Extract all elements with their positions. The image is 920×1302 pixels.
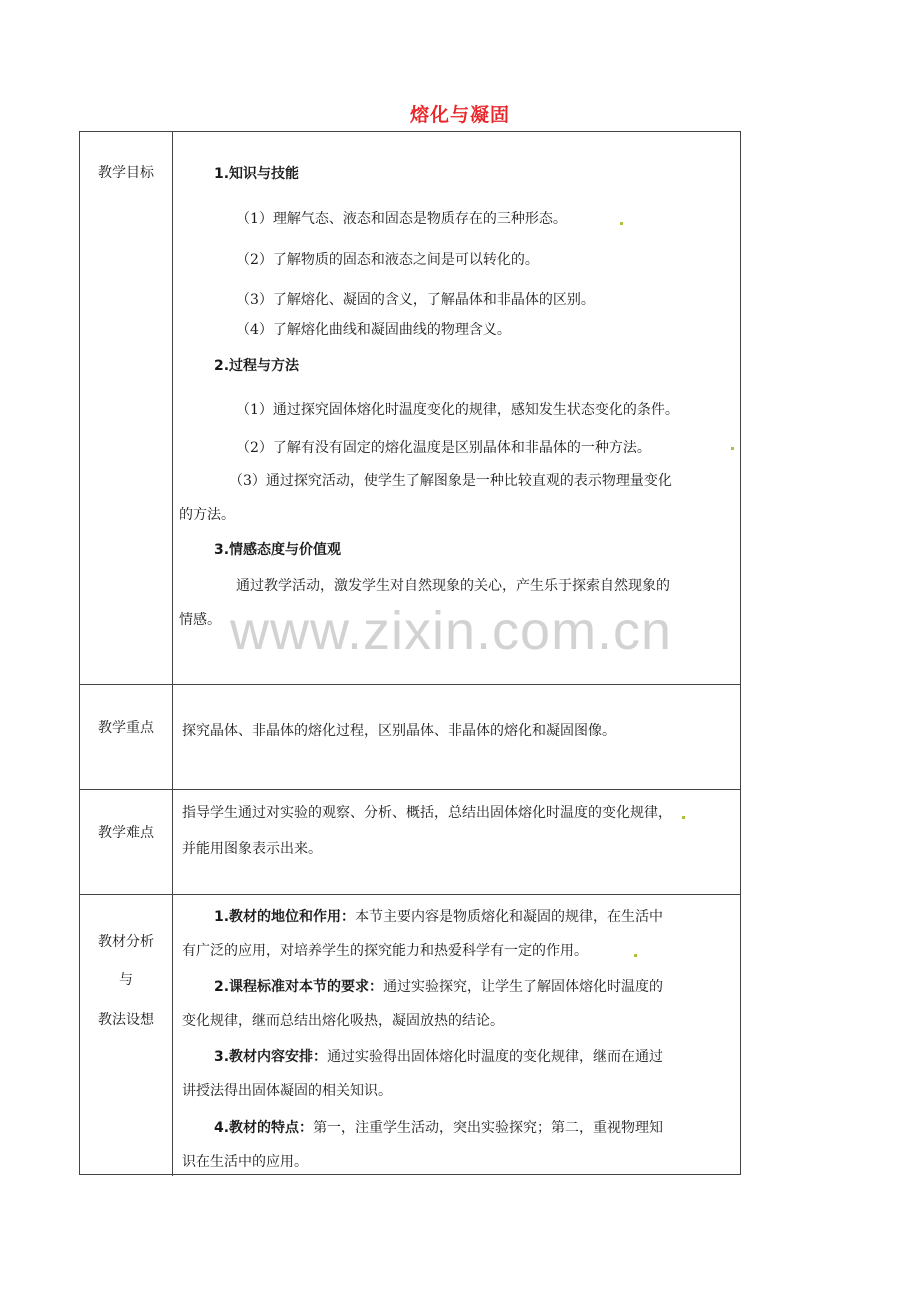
watermark-logo: www.zixin.com.cn (230, 601, 673, 661)
analysis-item-1 (214, 906, 663, 926)
process-item-1: （1）通过探究固体熔化时温度变化的规律，感知发生状态变化的条件。 (236, 402, 679, 418)
analysis-item-4 (214, 1117, 663, 1137)
marker-dot (682, 816, 685, 819)
analysis-item-2-cont: 变化规律，继而总结出熔化吸热，凝固放热的结论。 (182, 1013, 504, 1029)
column-divider (172, 895, 173, 1176)
column-divider (172, 790, 173, 894)
row-teaching-difficulty (80, 789, 740, 894)
knowledge-item-2: （2）了解物质的固态和液态之间是可以转化的。 (236, 252, 539, 268)
analysis-item-4-cont: 识在生活中的应用。 (182, 1154, 308, 1170)
analysis-item-3-text: 通过实验得出固体熔化时温度的变化规律，继而在通过 (327, 1049, 664, 1065)
knowledge-item-4: （4）了解熔化曲线和凝固曲线的物理含义。 (236, 322, 511, 338)
row-label-analysis-1: 教材分析 (98, 934, 154, 950)
column-divider (172, 685, 173, 789)
emotion-item-line1: 通过教学活动，激发学生对自然现象的关心，产生乐于探索自然现象的 (236, 578, 670, 594)
marker-dot (620, 222, 623, 225)
marker-dot (634, 954, 637, 957)
page-title: 熔化与凝固 (409, 104, 510, 126)
heading-process-method: 2.过程与方法 (214, 358, 300, 374)
row-label-goals: 教学目标 (98, 165, 154, 181)
analysis-item-2-title: 2.课程标准对本节的要求： (214, 979, 384, 995)
analysis-item-2-text: 通过实验探究，让学生了解固体熔化时温度的 (383, 979, 664, 995)
analysis-item-4-text: 第一，注重学生活动，突出实验探究；第二，重视物理知 (313, 1120, 664, 1136)
row-material-analysis (80, 894, 740, 1176)
analysis-item-2 (214, 976, 663, 996)
analysis-item-3-cont: 讲授法得出固体凝固的相关知识。 (182, 1083, 392, 1099)
row-label-focus: 教学重点 (98, 720, 154, 736)
emotion-item-line2: 情感。 (179, 612, 221, 628)
process-item-2: （2）了解有没有固定的熔化温度是区别晶体和非晶体的一种方法。 (236, 440, 651, 456)
row-label-analysis-2: 与 (119, 972, 133, 988)
marker-dot (731, 447, 734, 450)
analysis-item-4-title: 4.教材的特点： (214, 1120, 314, 1136)
analysis-item-1-title: 1.教材的地位和作用： (214, 909, 356, 925)
row-teaching-focus (80, 684, 740, 789)
knowledge-item-3: （3）了解熔化、凝固的含义，了解晶体和非晶体的区别。 (236, 292, 595, 308)
difficulty-line-2: 并能用图象表示出来。 (182, 841, 322, 857)
heading-emotion-values: 3.情感态度与价值观 (214, 542, 342, 558)
row-label-analysis-3: 教法设想 (98, 1012, 154, 1028)
focus-text: 探究晶体、非晶体的熔化过程，区别晶体、非晶体的熔化和凝固图像。 (182, 723, 616, 739)
analysis-item-3 (214, 1046, 663, 1066)
difficulty-line-1: 指导学生通过对实验的观察、分析、概括，总结出固体熔化时温度的变化规律， (182, 805, 672, 821)
process-item-3-line1: （3）通过探究活动，使学生了解图象是一种比较直观的表示物理量变化 (229, 473, 672, 489)
analysis-item-1-text: 本节主要内容是物质熔化和凝固的规律，在生活中 (355, 909, 664, 925)
heading-knowledge-skills: 1.知识与技能 (214, 166, 300, 182)
analysis-item-1-cont: 有广泛的应用，对培养学生的探究能力和热爱科学有一定的作用。 (182, 943, 588, 959)
process-item-3-line2: 的方法。 (179, 507, 235, 523)
analysis-item-3-title: 3.教材内容安排： (214, 1049, 328, 1065)
row-label-difficulty: 教学难点 (98, 825, 154, 841)
knowledge-item-1: （1）理解气态、液态和固态是物质存在的三种形态。 (236, 211, 567, 227)
